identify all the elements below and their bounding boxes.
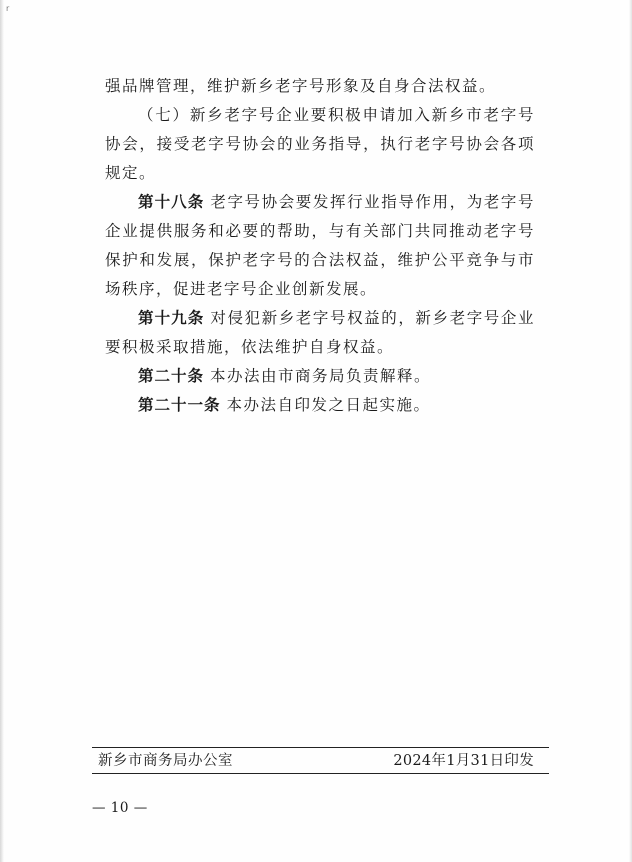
paragraph-1 xyxy=(105,72,535,101)
paragraph-text: 本办法自印发之日起实施。 xyxy=(226,396,431,414)
paragraph-text: 对侵犯新乡老字号权益的，新乡老字号企业要积极采取措施，依法维护自身权益。 xyxy=(105,309,535,356)
article-title: 第十八条 xyxy=(138,193,205,211)
article-title: 第二十一条 xyxy=(138,396,221,414)
body-text xyxy=(105,72,535,420)
paragraph-text: 强品牌管理，维护新乡老字号形象及自身合法权益。 xyxy=(105,77,497,95)
paragraph-text: 本办法由市商务局负责解释。 xyxy=(210,367,432,385)
paragraph-text: （七）新乡老字号企业要积极申请加入新乡市老字号协会，接受老字号协会的业务指导，执行老字号协会各项规定。 xyxy=(105,106,535,182)
paragraph-article-20 xyxy=(105,362,535,391)
paragraph-article-18 xyxy=(105,188,535,304)
footer-bottom-rule xyxy=(92,773,549,774)
footer-date: 2024年1月31日印发 xyxy=(393,753,534,769)
corner-mark: r xyxy=(6,4,10,13)
article-title: 第二十条 xyxy=(138,367,205,385)
paragraph-2 xyxy=(105,101,535,188)
page-left-shadow xyxy=(0,0,4,862)
page-number: — 10 — xyxy=(92,800,148,816)
paragraph-article-21 xyxy=(105,391,535,420)
paragraph-text: 老字号协会要发挥行业指导作用，为老字号企业提供服务和必要的帮助，与有关部门共同推动老字号保护和发展，保护老字号的合法权益，维护公平竞争与市场秩序，促进老字号企业创新发展。 xyxy=(105,193,535,298)
footer-issuer: 新乡市商务局办公室 xyxy=(98,753,233,769)
footer-top-rule xyxy=(92,747,549,748)
paragraph-article-19 xyxy=(105,304,535,362)
article-title: 第十九条 xyxy=(138,309,205,327)
